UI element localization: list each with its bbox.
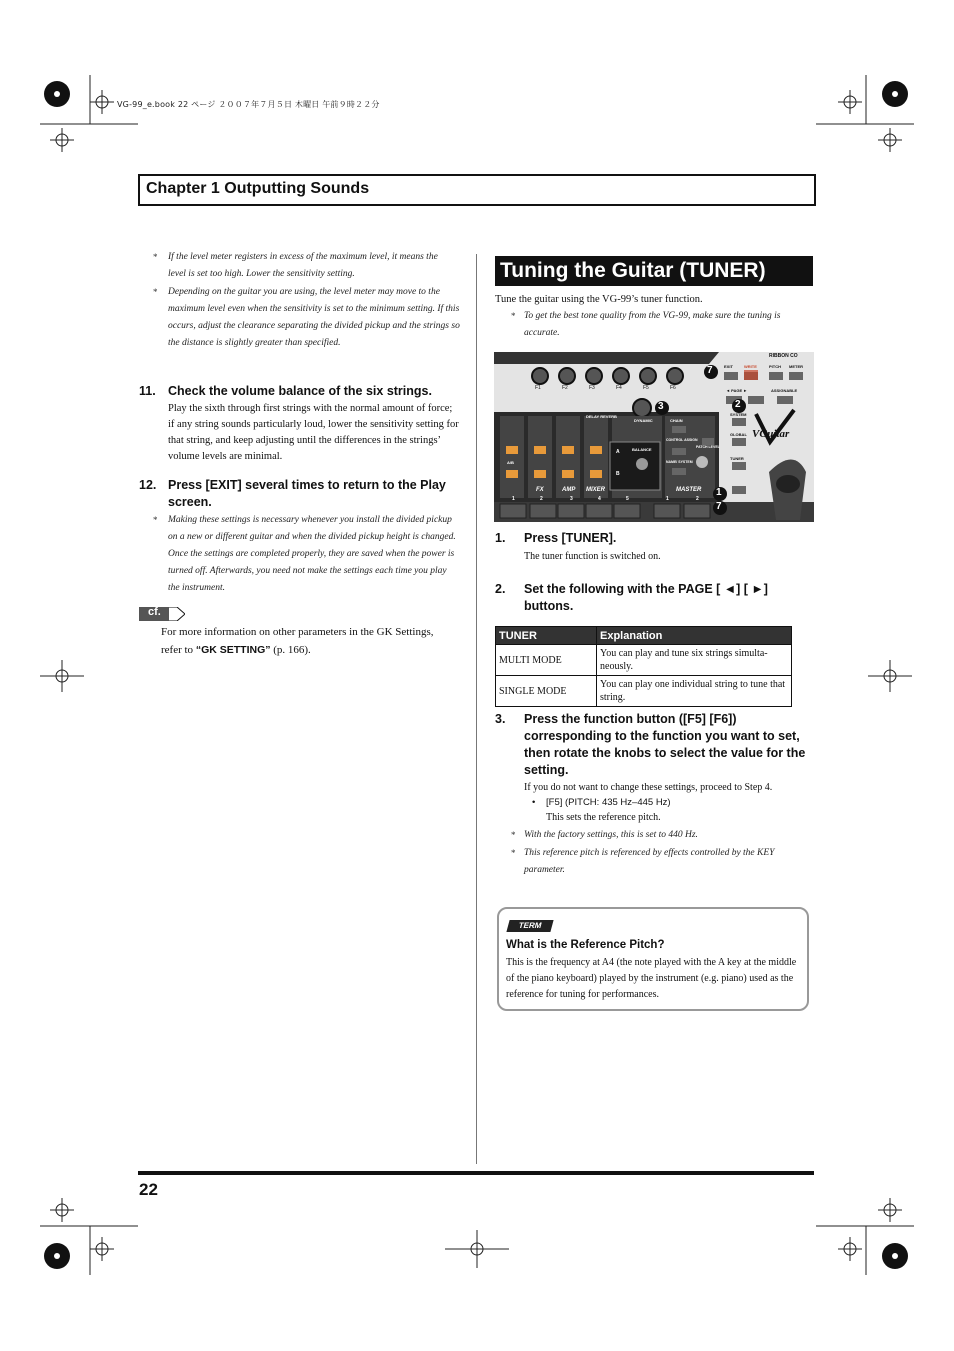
step-title: Press [TUNER]. — [524, 531, 617, 545]
vg99-panel-illustration — [494, 352, 814, 522]
table-row — [496, 676, 792, 707]
name-system-label: NAME/ SYSTEM — [666, 460, 693, 464]
f6-label: F6 — [670, 385, 676, 391]
note-reference-pitch: This reference pitch is referenced by effects controlled by the KEY parameter. — [524, 848, 775, 875]
pad-number: 2 — [696, 496, 699, 502]
note-marker: * — [153, 287, 158, 297]
callout-number: 7 — [716, 501, 722, 512]
assignable-label: ASSIGNABLE — [771, 388, 798, 393]
ab-label: A/B — [507, 460, 514, 465]
global-label: GLOBAL — [730, 432, 747, 437]
step-title: Press the function button ([F5] [F6]) corresponding to the function you want to set, then rotate the knobs to select the value for the setting. — [524, 712, 806, 777]
pad-number: 5 — [626, 496, 629, 502]
callout-number: 3 — [658, 401, 664, 412]
term-body: This is the frequency at A4 (the note played with the A key at the middle of the piano keyboard) played by the instrument (e.g. piano) used as the reference for tuning for performances. — [506, 957, 797, 1000]
callout-number: 7 — [707, 365, 713, 376]
delay-reverb-label: DELAY REVERB — [586, 414, 617, 419]
pitch-label: PITCH — [769, 364, 781, 369]
f4-label: F4 — [616, 385, 622, 391]
f1-label: F1 — [535, 385, 541, 391]
term-tag: TERM — [506, 920, 553, 932]
control-assign-label: CONTROL ASSIGN — [666, 438, 698, 442]
note-marker: * — [511, 311, 516, 321]
table-header: TUNER — [496, 627, 597, 645]
callout-number: 2 — [735, 399, 741, 410]
pad-number: 3 — [570, 496, 573, 502]
f5-label: F5 — [643, 385, 649, 391]
footer-rule — [138, 1171, 814, 1175]
a-label: A — [616, 449, 620, 455]
bullet-dot: • — [532, 797, 536, 808]
pad-number: 1 — [512, 496, 515, 502]
mixer-label: MIXER — [586, 487, 606, 493]
system-label: SYSTEM — [730, 412, 747, 417]
note-marker: * — [511, 830, 516, 840]
fx-label: FX — [536, 487, 544, 493]
callout-number: 1 — [716, 487, 722, 498]
table-header-row — [496, 627, 792, 645]
write-label: WRITE — [744, 364, 757, 369]
note-level-meter: If the level meter registers in excess of the maximum level, it means the level is set too high. Lower the sensitivity setting. — [168, 252, 438, 279]
step-number: 11. — [139, 384, 156, 398]
step-body: If you do not want to change these settings, proceed to Step 4. — [524, 782, 773, 793]
table-header: Explanation — [597, 627, 792, 645]
meter-label: METER — [789, 364, 803, 369]
tuner-mode-table — [495, 626, 792, 707]
note-factory-setting: With the factory settings, this is set to 440 Hz. — [524, 830, 698, 840]
step-title: Check the volume balance of the six strings. — [168, 384, 432, 398]
chapter-title: Chapter 1 Outputting Sounds — [146, 180, 370, 197]
step-number: 2. — [495, 582, 506, 596]
step-title: Set the following with the PAGE [ ◄] [ ►] buttons. — [524, 582, 768, 613]
patch-level-label: PATCH LEVEL — [696, 445, 720, 449]
note-settings-saved: Making these settings is necessary whenever you install the divided pickup on a new or different guitar and when the divided pickup height is changed. Once the settings are completed properly, they are saved when the power is turned off. Afterwards, you need not make the settings each time you play the instrument. — [168, 515, 456, 593]
crop-info-text: VG-99_e.book 22 ページ ２００７年７月５日 木曜日 午前９時２２分 — [117, 100, 380, 109]
cf-text: For more information on other parameters in the GK Settings, refer to “GK SETTING” (p. 166). — [161, 626, 434, 656]
f3-label: F3 — [589, 385, 595, 391]
note-marker: * — [153, 515, 158, 525]
exit-label: EXIT — [724, 364, 733, 369]
bullet-text: [F5] (PITCH: 435 Hz–445 Hz) — [546, 797, 671, 808]
chain-label: CHAIN — [670, 418, 683, 423]
table-cell: MULTI MODE — [496, 645, 597, 676]
cf-label: cf. — [148, 606, 161, 618]
cf-tag-icon — [139, 607, 185, 621]
note-guitar-sensitivity: Depending on the guitar you are using, the level meter may move to the maximum level even when the sensitivity is set to the minimum setting. If this occurs, adjust the clearance separating the divided pickup and the strings so the distance is slightly greater than specified. — [168, 287, 460, 348]
step-number: 3. — [495, 712, 506, 726]
page-label: ◄ PAGE ► — [726, 388, 748, 393]
bullet-body: This sets the reference pitch. — [546, 812, 661, 823]
step-title: Press [EXIT] several times to return to the Play screen. — [168, 478, 446, 509]
pad-number: 2 — [540, 496, 543, 502]
dynamic-label: DYNAMIC — [634, 418, 653, 423]
note-tuning-accuracy: To get the best tone quality from the VG-99, make sure the tuning is accurate. — [524, 311, 781, 338]
table-cell: You can play one individual string to tune that string. — [597, 676, 792, 707]
b-label: B — [616, 471, 620, 477]
step-number: 1. — [495, 531, 506, 545]
ribbon-label: RIBBON CO — [769, 353, 798, 359]
step-body: Play the sixth through first strings with the normal amount of force; if any string sounds particularly loud, lower the sensitivity setting for that string, and keep adjusting until the differences in the strings’ volume levels are minimal. — [168, 403, 459, 462]
term-title: What is the Reference Pitch? — [506, 939, 665, 951]
table-row — [496, 645, 792, 676]
table-cell: You can play and tune six strings simulta-neously. — [597, 645, 792, 676]
gk-setting-link[interactable]: “GK SETTING” — [195, 644, 271, 656]
pad-number: 4 — [598, 496, 601, 502]
balance-label: BALANCE — [632, 447, 652, 452]
note-marker: * — [511, 848, 516, 858]
pad-number: 1 — [666, 496, 669, 502]
amp-label: AMP — [562, 487, 576, 493]
master-label: MASTER — [676, 487, 702, 493]
table-cell: SINGLE MODE — [496, 676, 597, 707]
step-body: The tuner function is switched on. — [524, 551, 661, 562]
vguitar-logo: VGuitar — [752, 428, 790, 440]
step-number: 12. — [139, 478, 157, 492]
tuner-label: TUNER — [730, 456, 744, 461]
section-title: Tuning the Guitar (TUNER) — [495, 256, 813, 286]
intro-text: Tune the guitar using the VG-99’s tuner function. — [495, 294, 703, 305]
page-number: 22 — [139, 1180, 158, 1199]
f2-label: F2 — [562, 385, 568, 391]
column-divider — [476, 254, 477, 1164]
note-marker: * — [153, 252, 158, 262]
